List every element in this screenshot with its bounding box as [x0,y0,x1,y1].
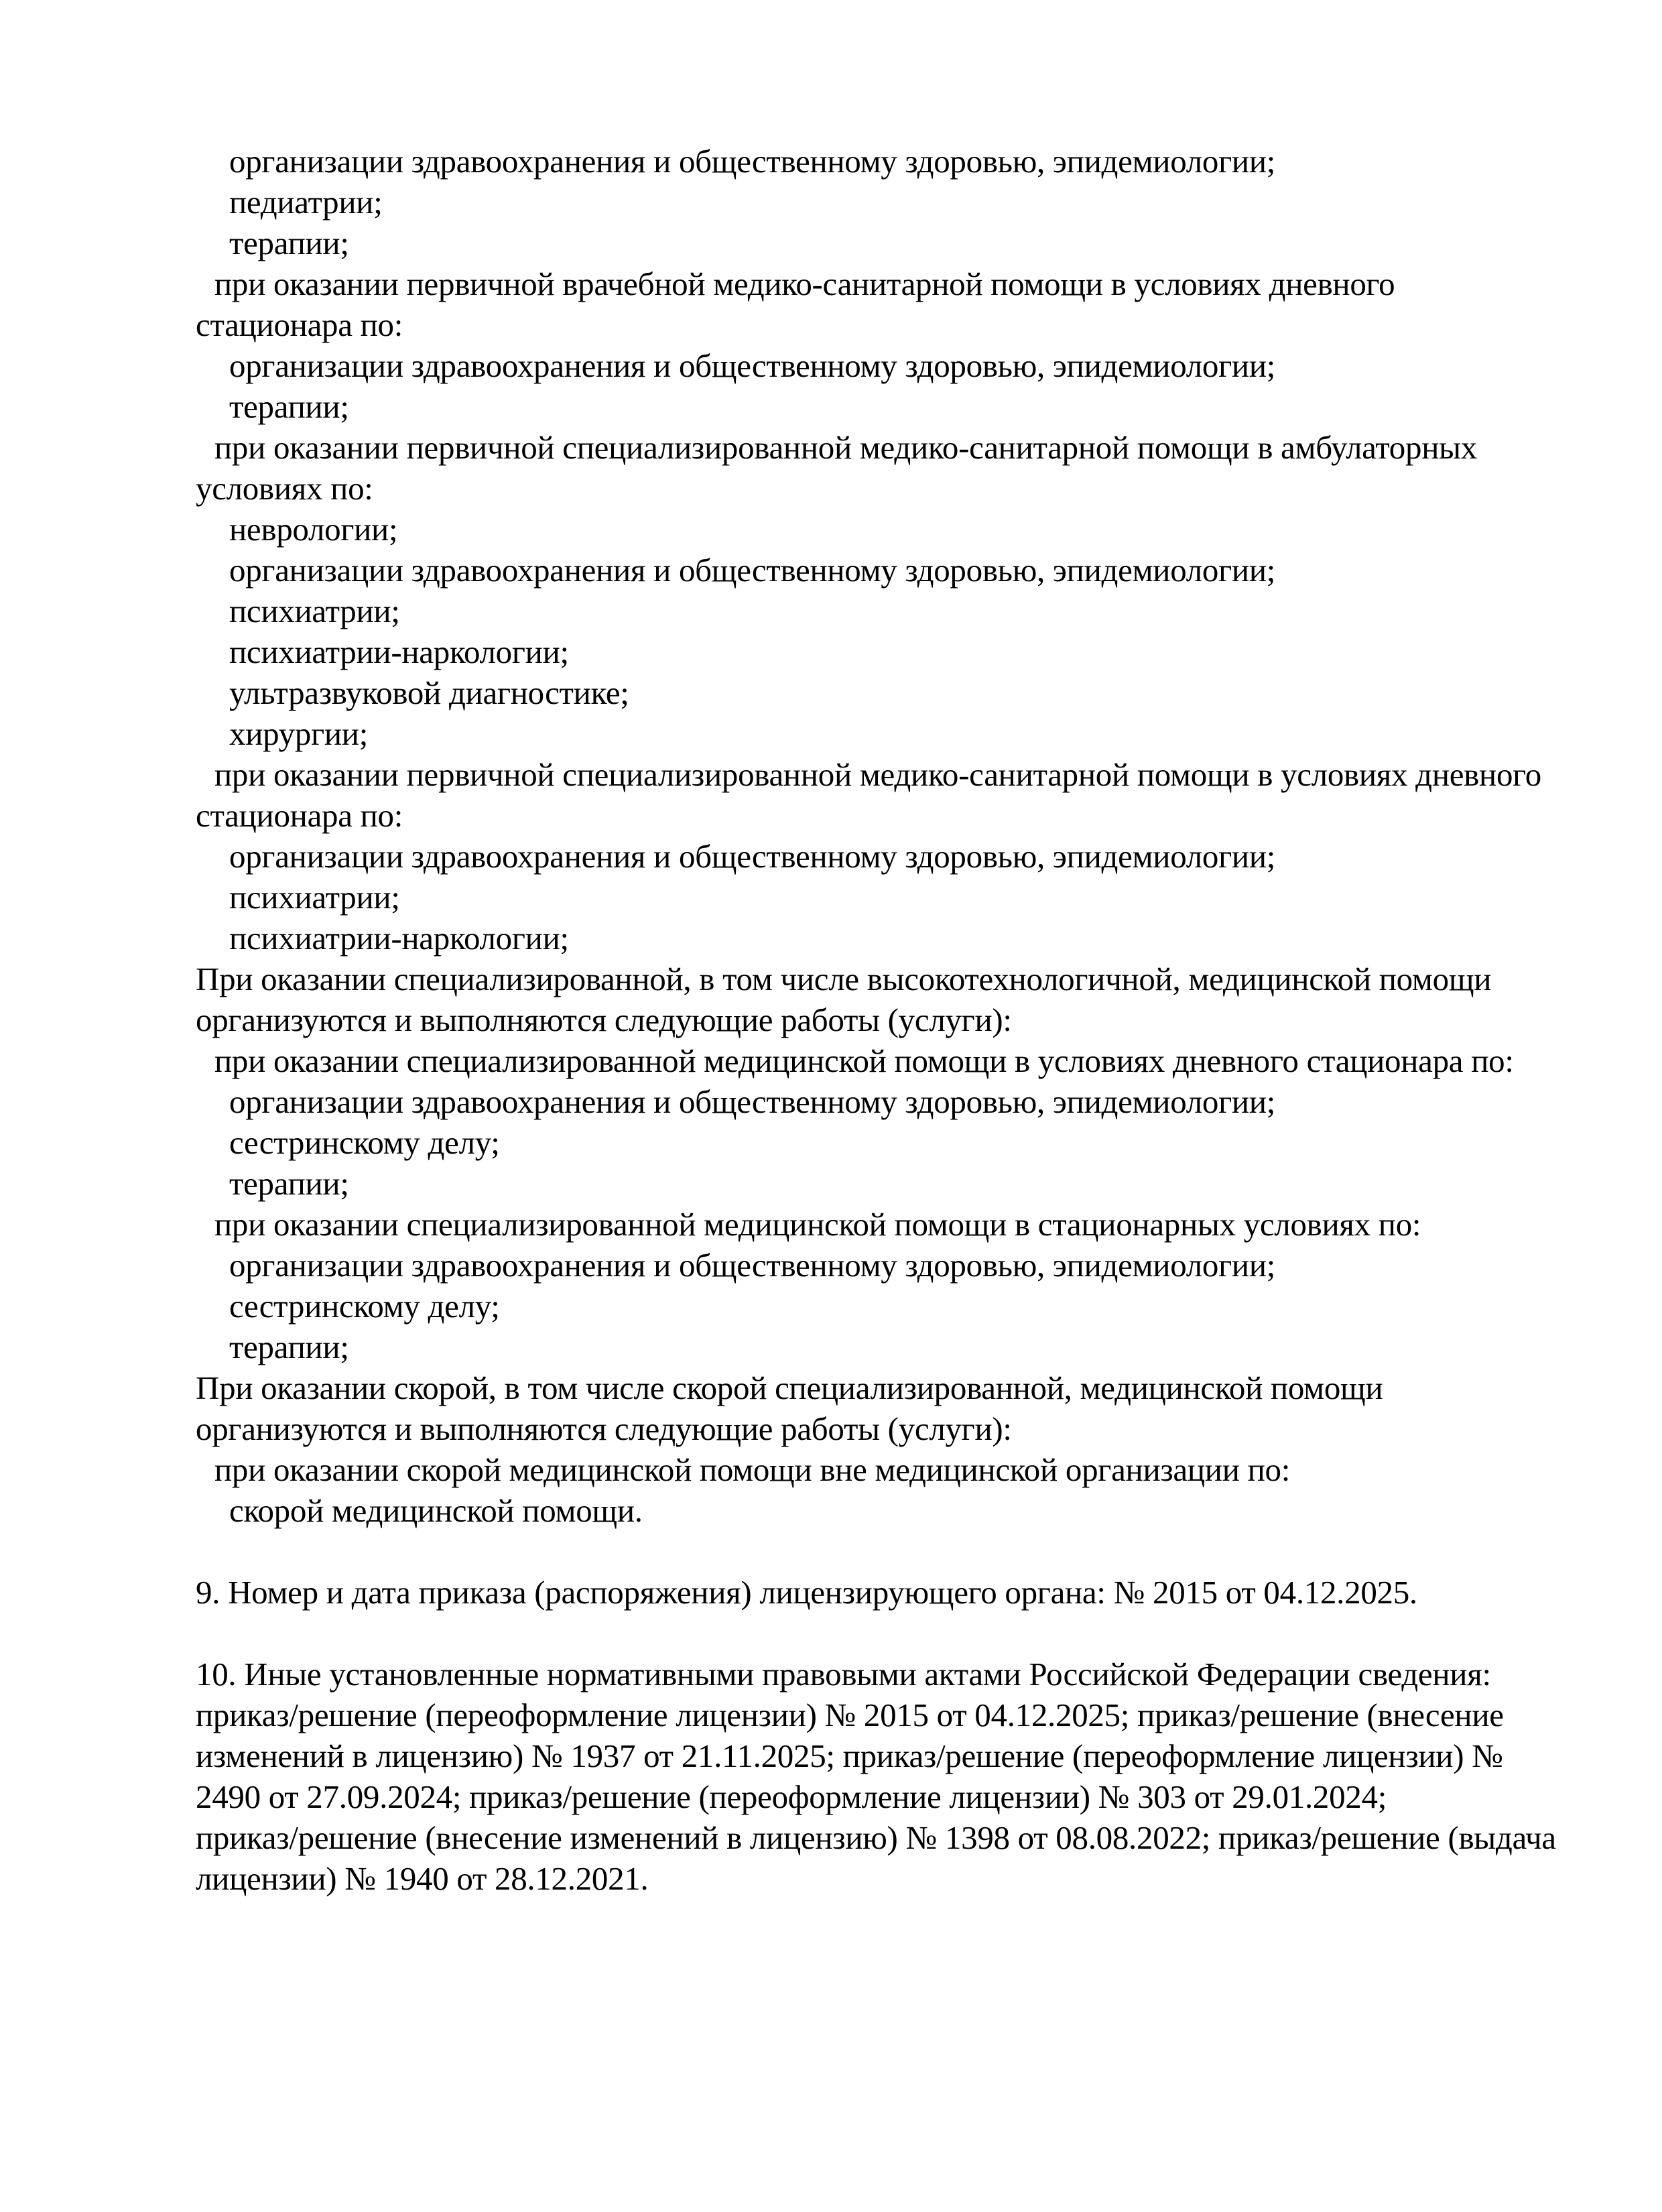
document-line: терапии; [229,225,349,261]
document-line: при оказании первичной специализированной медико-санитарной помощи в условиях дневного [214,756,1541,793]
document-line: при оказании первичной специализированной медико-санитарной помощи в амбулаторных [214,429,1477,466]
document-line: психиатрии; [229,879,400,916]
document-line: при оказании первичной врачебной медико-санитарной помощи в условиях дневного [214,265,1395,302]
document-line: 2490 от 27.09.2024; приказ/решение (переоформление лицензии) № 303 от 29.01.2024; [196,1778,1387,1815]
document-line: лицензии) № 1940 от 28.12.2021. [196,1860,649,1897]
document-line: 10. Иные установленные нормативными правовыми актами Российской Федерации сведения: [196,1656,1491,1693]
document-line: организации здравоохранения и общественному здоровью, эпидемиологии; [229,838,1276,875]
document-line: при оказании специализированной медицинской помощи в стационарных условиях по: [214,1206,1421,1243]
document-line: сестринскому делу; [229,1124,500,1161]
document-line: организуются и выполняются следующие работы (услуги): [196,1410,1012,1447]
document-line: изменений в лицензию) № 1937 от 21.11.2025; приказ/решение (переоформление лицензии) № [196,1737,1503,1774]
document-line: организации здравоохранения и общественному здоровью, эпидемиологии; [229,1083,1276,1120]
document-line: стационара по: [196,797,403,834]
document-line: организации здравоохранения и общественному здоровью, эпидемиологии; [229,1247,1276,1284]
document-line: психиатрии-наркологии; [229,633,569,670]
document-line: организации здравоохранения и общественному здоровью, эпидемиологии; [229,552,1276,589]
document-line: терапии; [229,388,349,425]
document-line: при оказании скорой медицинской помощи вне медицинской организации по: [214,1451,1291,1488]
document-line: организации здравоохранения и общественному здоровью, эпидемиологии; [229,143,1276,180]
document-line: сестринскому делу; [229,1288,500,1325]
document-line: скорой медицинской помощи. [229,1492,643,1529]
document-line: организации здравоохранения и общественному здоровью, эпидемиологии; [229,347,1276,384]
document-line: организуются и выполняются следующие работы (услуги): [196,1001,1012,1038]
document-line: условиях по: [196,470,373,507]
document-line: неврологии; [229,511,398,548]
document-line: психиатрии-наркологии; [229,920,569,957]
blank-line [196,1613,1596,1654]
document-line: 9. Номер и дата приказа (распоряжения) лицензирующего органа: № 2015 от 04.12.2025. [196,1574,1417,1611]
license-text-block [196,141,1596,1899]
document-line: терапии; [229,1329,349,1365]
document-line: ультразвуковой диагностике; [229,674,629,711]
document-line: приказ/решение (внесение изменений в лицензию) № 1398 от 08.08.2022; приказ/решение (выдача [196,1819,1556,1856]
document-line: терапии; [229,1165,349,1202]
document-line: при оказании специализированной медицинской помощи в условиях дневного стационара по: [214,1042,1514,1079]
document-line: психиатрии; [229,593,400,629]
document-line: При оказании скорой, в том числе скорой специализированной, медицинской помощи [196,1369,1383,1406]
document-line: педиатрии; [229,184,383,221]
document-line: стационара по: [196,306,403,343]
document-line: При оказании специализированной, в том числе высокотехнологичной, медицинской помощи [196,961,1492,997]
blank-line [196,1531,1596,1572]
document-line: приказ/решение (переоформление лицензии) № 2015 от 04.12.2025; приказ/решение (внесение [196,1697,1504,1733]
document-line: хирургии; [229,715,369,752]
